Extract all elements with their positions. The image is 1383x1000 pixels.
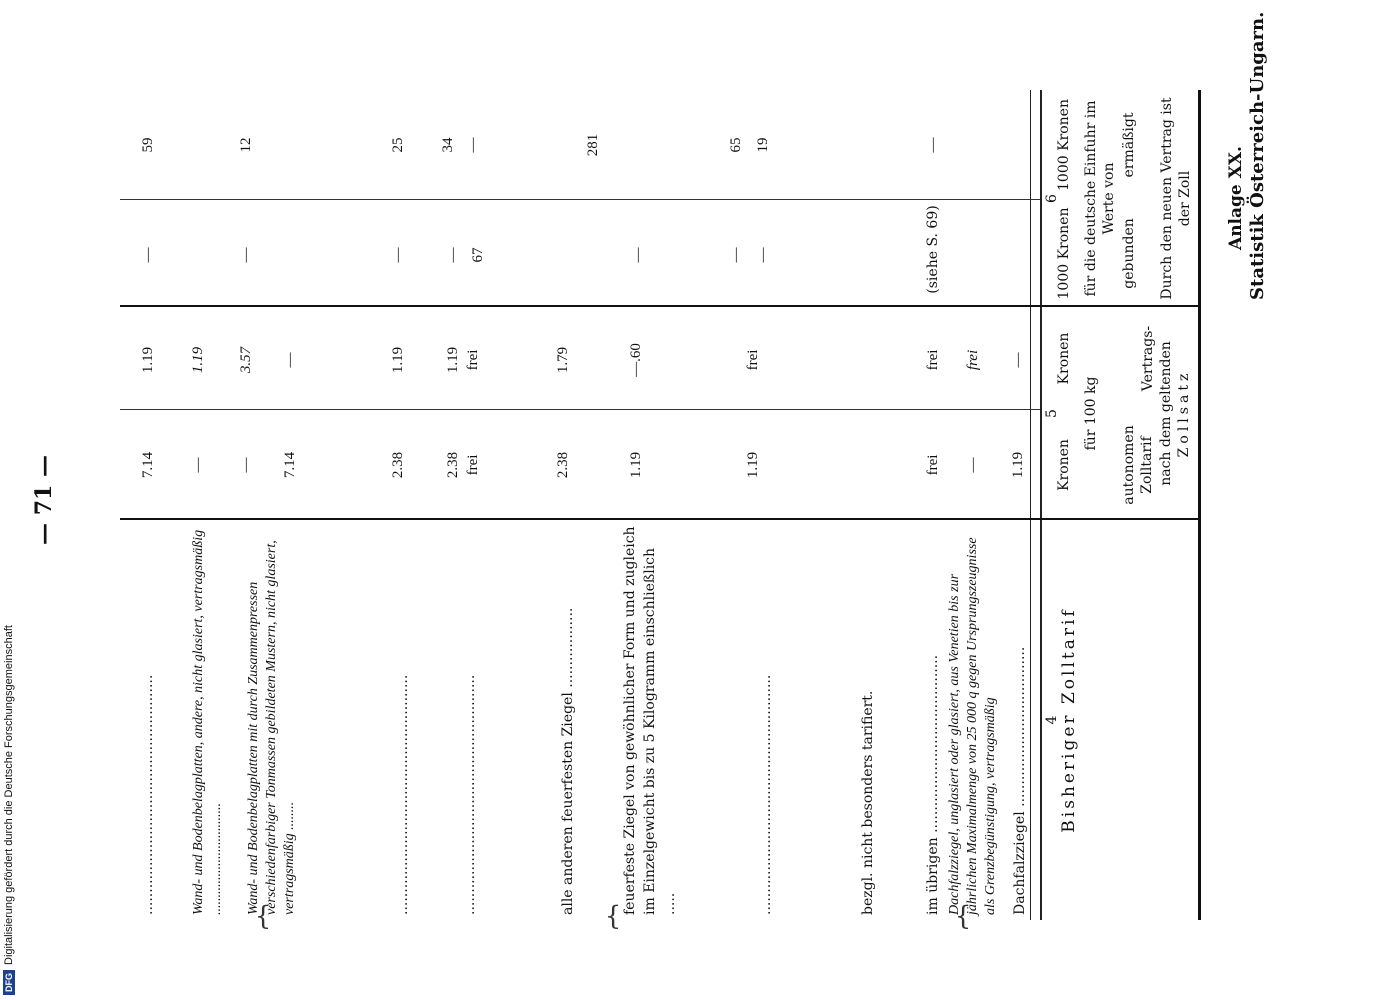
table-cell-bound: 67 <box>470 247 486 263</box>
table-cell-reduced: — <box>925 137 941 153</box>
table-row-desc: ...................................................... <box>395 674 411 915</box>
table-cell-contract: —.60 <box>628 343 644 377</box>
table-cell-auto: frei <box>925 454 941 476</box>
col-sep-6a-6b <box>120 199 1040 200</box>
table-row-desc: Dachfalzziegel .................................... <box>1012 646 1028 915</box>
table-cell-contract: 1.19 <box>445 346 461 374</box>
header-bottom-rule-2 <box>1040 90 1042 920</box>
table-cell-bound: — <box>390 247 406 263</box>
col5-title: Zollsatz <box>1176 369 1192 458</box>
brace-mark: { <box>254 901 272 932</box>
table-cell-bound: (siehe S. 69) <box>925 205 941 294</box>
table-cell-reduced: 19 <box>755 137 771 153</box>
col4-number: 4 <box>1044 715 1060 725</box>
table-cell-reduced: 12 <box>238 137 254 153</box>
table-cell-auto: — <box>238 457 254 473</box>
table-cell-bound: — <box>630 247 646 263</box>
table-row-desc: bezgl. nicht besonders tarifiert. <box>860 690 876 915</box>
dfg-logo: DFG <box>3 970 15 995</box>
table-cell-auto: 1.19 <box>1010 451 1026 479</box>
table-row-desc: Dachfalzziegel, unglasiert oder glasiert, aus Venetien bis zur jährlichen Maximalmenge von 25 000 q gegen Ursprungszeugnisse als Grenzbegünstigung, vertragsmäßig <box>947 537 998 915</box>
table-cell-contract: 1.79 <box>555 346 571 374</box>
col5-line2: nach dem geltenden <box>1158 341 1174 486</box>
table-row-desc: ...................................................... <box>140 674 156 915</box>
col6-sub-bound: gebunden <box>1121 218 1137 289</box>
digitization-note: Digitalisierung gefördert durch die Deutsche Forschungsgemeinschaft <box>3 625 15 965</box>
table-cell-auto: — <box>965 457 981 473</box>
table-cell-auto: 2.38 <box>555 451 571 479</box>
table-cell-contract: 1.19 <box>390 346 406 374</box>
table-row-desc: ...................................................... <box>462 674 478 915</box>
col5-currency-b: Kronen <box>1056 332 1072 385</box>
col5-currency-a: Kronen <box>1056 439 1072 491</box>
table-cell-contract: 1.19 <box>190 346 206 374</box>
table-cell-auto: — <box>190 457 206 473</box>
col5-sub-autonomous: autonomen Zolltarif <box>1121 425 1155 505</box>
table-cell-auto: frei <box>465 454 481 476</box>
col-sep-4-5 <box>120 518 1200 520</box>
table-cell-contract: frei <box>745 349 761 371</box>
table-cell-bound: — <box>445 247 461 263</box>
table-cell-contract: frei <box>465 349 481 371</box>
table-cell-reduced: — <box>465 137 481 153</box>
table-cell-auto: 2.38 <box>390 451 406 479</box>
annex-subtitle: Statistik Österreich-Ungarn. <box>1247 11 1268 300</box>
col6-title: Durch den neuen Vertrag ist der Zoll <box>1159 97 1193 300</box>
table-top-rule <box>1198 90 1201 920</box>
table-cell-contract: — <box>1010 352 1026 368</box>
table-cell-reduced: 34 <box>440 137 456 153</box>
table-cell-reduced: 25 <box>390 137 406 153</box>
table-row-desc: ...................................................... <box>758 674 774 915</box>
table-cell-reduced: 281 <box>585 133 601 157</box>
table-cell-reduced: 65 <box>728 137 744 153</box>
table-cell-bound: — <box>238 247 254 263</box>
col6-currency-b: 1000 Kronen <box>1056 99 1072 191</box>
table-cell-auto: 1.19 <box>628 451 644 479</box>
table-cell-reduced: 59 <box>140 137 156 153</box>
brace-mark: { <box>604 901 622 932</box>
table-row-desc: Wand- und Bodenbelagplatten mit durch Zusammenpressen verschiedenfarbiger Tonmassen gebildeten Mustern, nicht glasiert, vertragsmäßig ........ <box>246 540 297 915</box>
table-cell-auto: 2.38 <box>445 451 461 479</box>
table-cell-contract: 1.19 <box>140 346 156 374</box>
col6-line: für die deutsche Einfuhr im Werte von <box>1083 100 1117 297</box>
table-cell-auto: 1.19 <box>745 451 761 479</box>
table-cell-contract: 3.57 <box>238 346 254 374</box>
col6-currency-a: 1000 Kronen <box>1056 207 1072 300</box>
col6-sub-reduced: ermäßigt <box>1121 112 1137 178</box>
brace-mark: { <box>954 901 972 932</box>
table-cell-auto: 7.14 <box>140 451 156 479</box>
col5-number: 5 <box>1044 409 1060 418</box>
table-cell-auto: 7.14 <box>282 451 298 479</box>
table-row-desc: im übrigen ........................................ <box>925 654 941 915</box>
col-sep-5-6 <box>120 305 1200 307</box>
col5-sub-contract: Vertrags- <box>1140 325 1156 392</box>
table-row-desc: Wand- und Bodenbelagplatten, andere, nicht glasiert, vertragsmäßig ................................ <box>191 529 224 915</box>
col5-unit: für 100 kg <box>1083 376 1099 451</box>
col-sep-5a-5b <box>120 409 1040 410</box>
table-row-desc: alle anderen feuerfesten Ziegel .................. <box>560 607 576 915</box>
table-cell-bound: — <box>755 247 771 263</box>
table-cell-contract: frei <box>965 349 981 371</box>
table-row-desc: feuerfeste Ziegel von gewöhnlicher Form und zugleich im Einzelgewicht bis zu 5 Kilogramm einschließlich ..... <box>622 526 678 915</box>
table-cell-bound: — <box>728 247 744 263</box>
table-cell-contract: — <box>282 352 298 368</box>
col6-number: 6 <box>1044 194 1060 203</box>
table-cell-contract: frei <box>925 349 941 371</box>
table-cell-bound: — <box>140 247 156 263</box>
page-number: — 71 — <box>31 455 57 545</box>
col4-title: Bisheriger Zolltarif <box>1059 607 1079 833</box>
header-bottom-rule <box>1030 90 1031 920</box>
annex-title: Anlage XX. <box>1226 146 1246 250</box>
